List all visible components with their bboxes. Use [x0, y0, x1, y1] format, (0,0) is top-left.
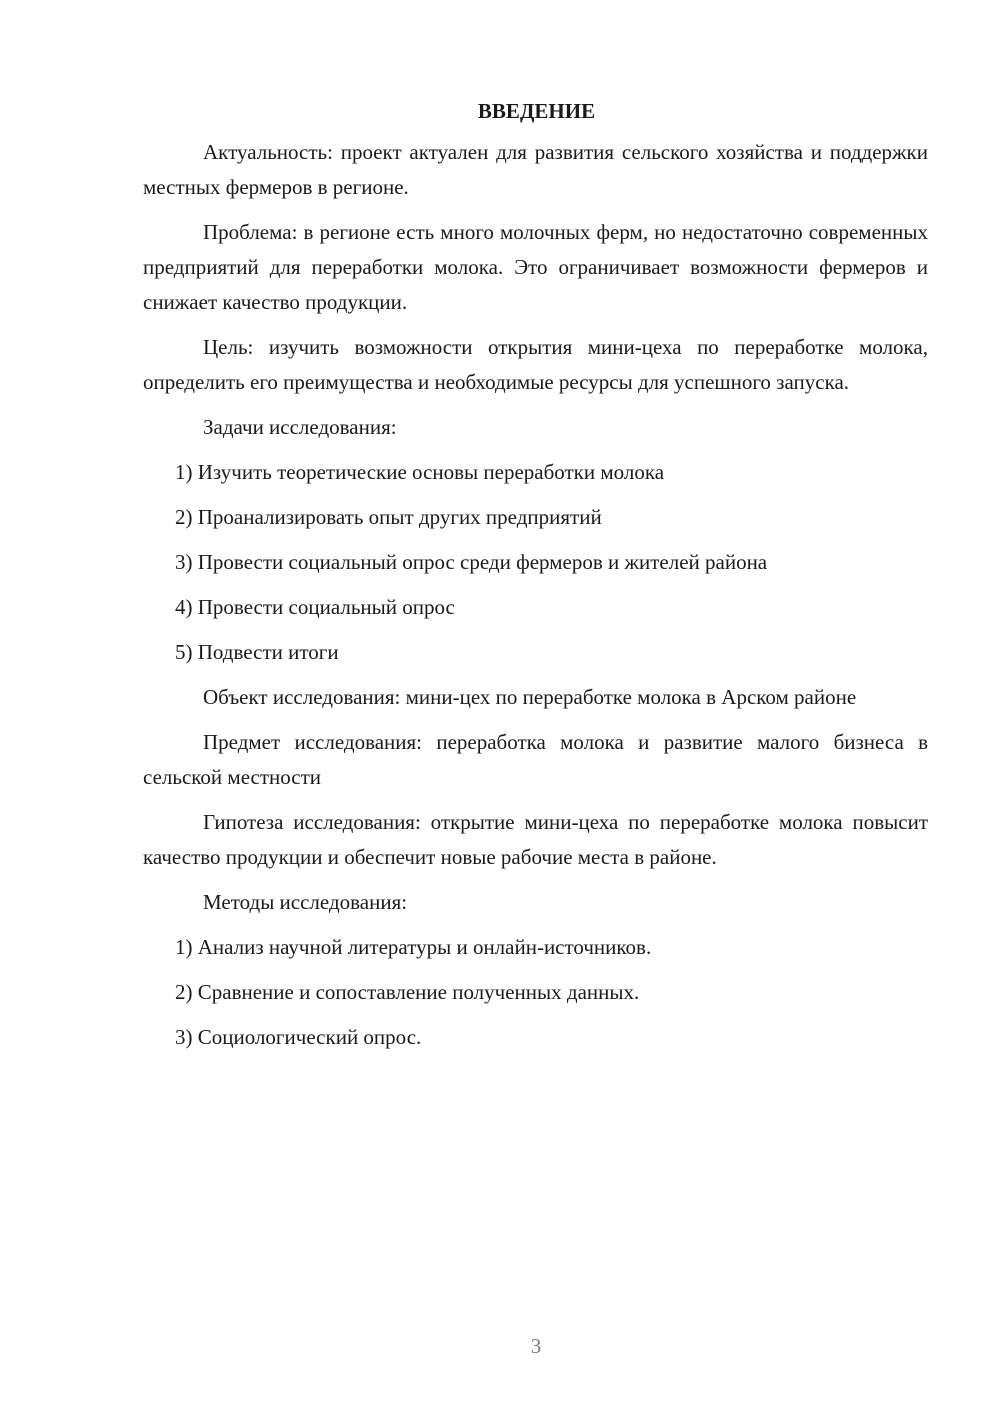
tasks-list: [143, 455, 928, 670]
page-body: [143, 97, 928, 1065]
list-item: 2) Сравнение и сопоставление полученных данных.: [175, 980, 640, 1004]
list-item: 4) Провести социальный опрос: [175, 595, 455, 619]
section-heading: ВВЕДЕНИЕ: [477, 99, 596, 123]
page-number: 3: [530, 1334, 542, 1358]
subject-paragraph: Предмет исследования: переработка молока и развитие малого бизнеса в сельской местности: [143, 730, 928, 789]
methods-list: [143, 930, 928, 1055]
list-item: 3) Провести социальный опрос среди фермеров и жителей района: [175, 550, 768, 574]
hypothesis-paragraph: Гипотеза исследования: открытие мини-цеха по переработке молока повысит качество продукции и обеспечит новые рабочие места в районе.: [143, 810, 928, 869]
tasks-label: Задачи исследования:: [203, 415, 397, 439]
relevance-paragraph: Актуальность: проект актуален для развития сельского хозяйства и поддержки местных фермеров в регионе.: [143, 140, 928, 199]
list-item: 5) Подвести итоги: [175, 640, 339, 664]
goal-paragraph: Цель: изучить возможности открытия мини-цеха по переработке молока, определить его преимущества и необходимые ресурсы для успешного запуска.: [143, 335, 928, 394]
methods-label: Методы исследования:: [203, 890, 408, 914]
list-item: 1) Анализ научной литературы и онлайн-источников.: [175, 935, 652, 959]
list-item: 3) Социологический опрос.: [175, 1025, 422, 1049]
problem-paragraph: Проблема: в регионе есть много молочных ферм, но недостаточно современных предприятий для переработки молока. Это ограничивает возможности фермеров и снижает качество продукции.: [143, 220, 928, 314]
object-paragraph: Объект исследования: мини-цех по переработке молока в Арском районе: [203, 685, 857, 709]
list-item: 2) Проанализировать опыт других предприятий: [175, 505, 602, 529]
list-item: 1) Изучить теоретические основы переработки молока: [175, 460, 665, 484]
